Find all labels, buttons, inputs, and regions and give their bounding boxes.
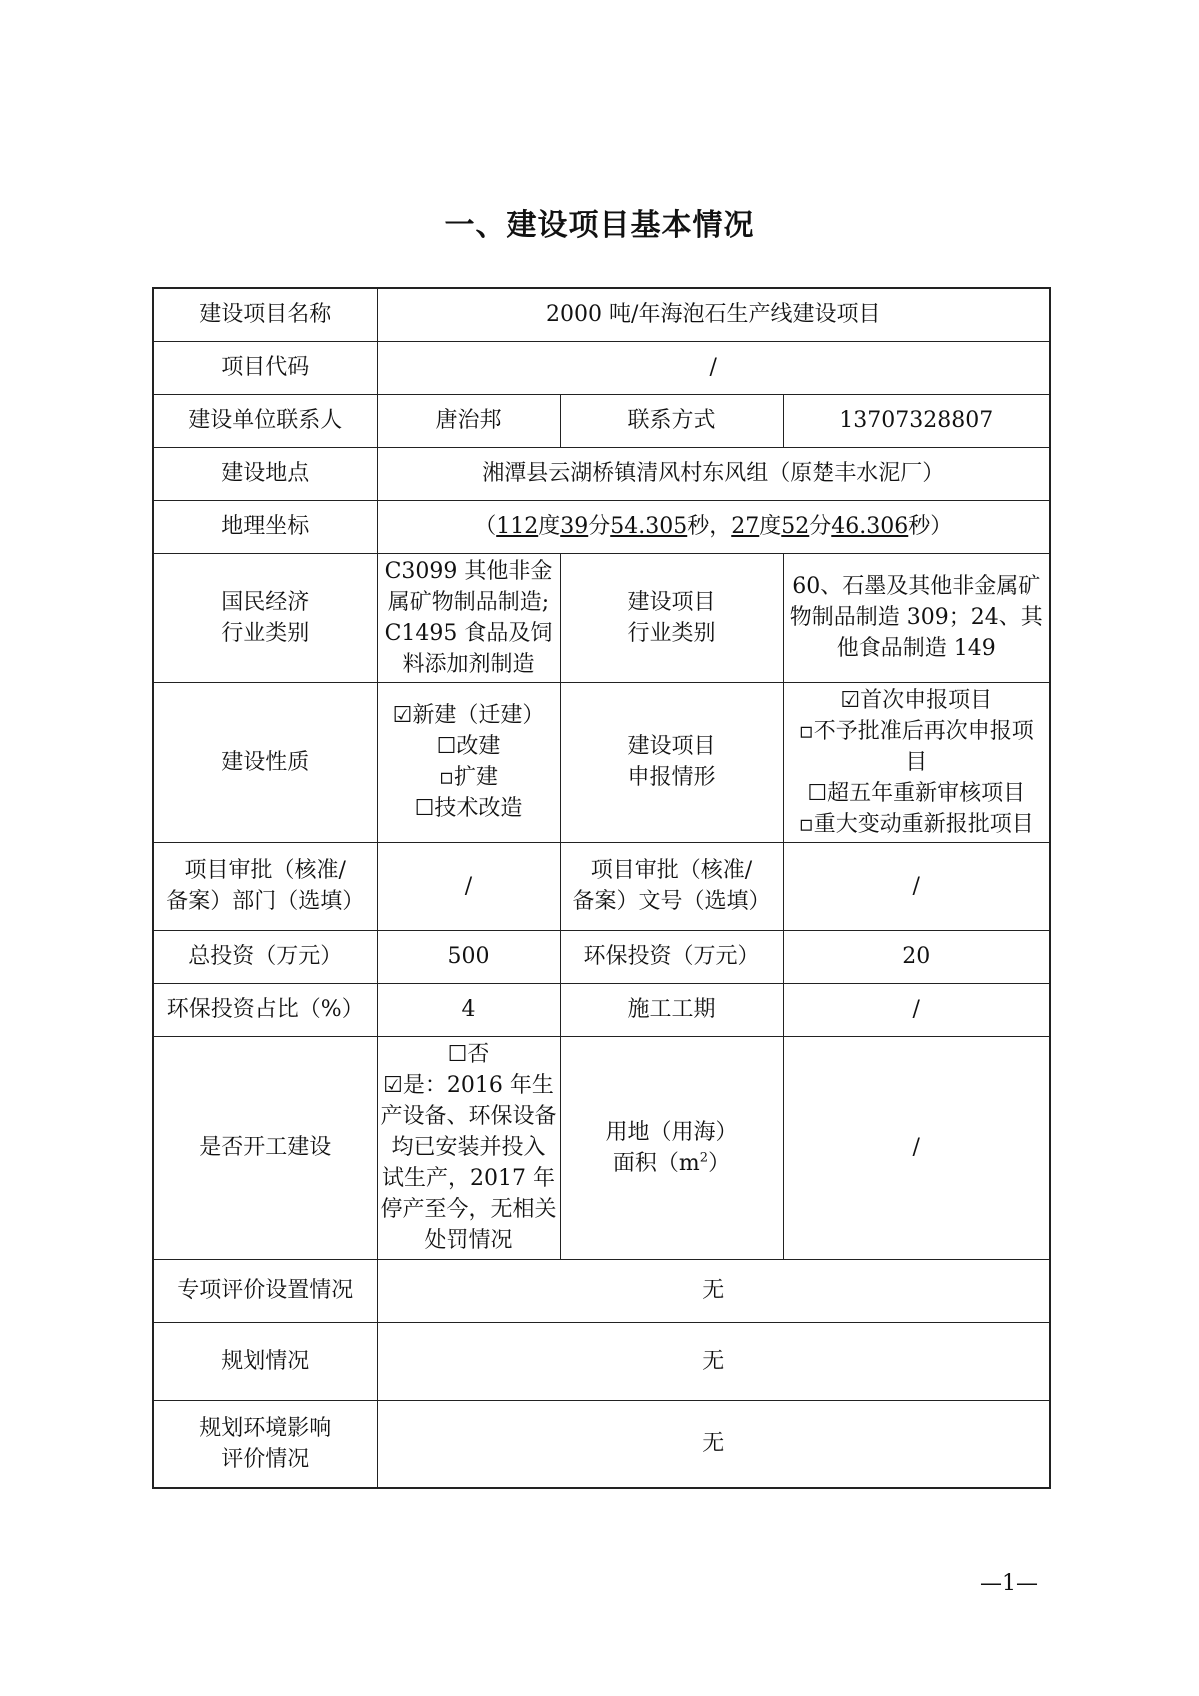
row-planning (153, 1322, 1050, 1400)
checkbox-option-reapply-cont: 目 (905, 749, 928, 775)
label-planning: 规划情况 (153, 1322, 377, 1400)
value-national-industry (377, 553, 560, 682)
label-land-area (560, 1036, 783, 1259)
label-national-industry (153, 553, 377, 682)
label-line: 建设项目 (627, 734, 716, 759)
lon-sec-unit: 秒 (687, 514, 710, 539)
value-line: 产设备、环保设备 (380, 1104, 557, 1129)
row-coords (153, 500, 1050, 553)
value-line: 试生产，2017 年 (382, 1166, 555, 1191)
value-project-industry (783, 553, 1050, 682)
label-line: 建设项目 (627, 589, 716, 615)
checkbox-option-major-change: ▫重大变动重新报批项目 (798, 811, 1034, 837)
label-started: 是否开工建设 (153, 1036, 377, 1259)
lat-sec-unit: 秒 (908, 514, 931, 539)
value-line: 均已安装并投入 (391, 1135, 546, 1160)
label-env-investment: 环保投资（万元） (560, 930, 783, 983)
value-line: 处罚情况 (424, 1228, 513, 1253)
label-total-investment: 总投资（万元） (153, 930, 377, 983)
label-location: 建设地点 (153, 447, 377, 500)
value-line: 60、石墨及其他非金属矿 (792, 574, 1041, 599)
row-investment (153, 930, 1050, 983)
page-title: 一、建设项目基本情况 (444, 208, 755, 243)
value-line: 停产至今，无相关 (380, 1197, 557, 1222)
lon-degrees: 112 (496, 514, 539, 539)
value-project-code: / (377, 341, 1050, 394)
checkbox-option-new: ☑新建（迁建） (392, 703, 545, 728)
label-env-ratio: 环保投资占比（%） (153, 983, 377, 1036)
lon-minutes: 39 (560, 514, 589, 539)
label-project-code: 项目代码 (153, 341, 377, 394)
label-coords: 地理坐标 (153, 500, 377, 553)
row-planning-env (153, 1400, 1050, 1488)
label-approval-number (560, 842, 783, 930)
project-info-table (152, 287, 1051, 1489)
checkbox-option-five-years: ☐超五年重新审核项目 (807, 780, 1026, 806)
row-location (153, 447, 1050, 500)
checkbox-option-expand: ▫扩建 (439, 765, 498, 790)
lat-degrees: 27 (731, 514, 760, 539)
value-line: 料添加剂制造 (402, 651, 535, 677)
value-total-investment: 500 (377, 930, 560, 983)
page-number: —1— (980, 1571, 1038, 1596)
value-contact-person: 唐治邦 (377, 394, 560, 447)
label-line: 评价情况 (221, 1446, 310, 1472)
lat-seconds: 46.306 (831, 514, 909, 539)
checkbox-option-reapply: ▫不予批准后再次申报项 (798, 718, 1034, 744)
label-construction-nature: 建设性质 (153, 682, 377, 842)
value-project-name: 2000 吨/年海泡石生产线建设项目 (377, 288, 1050, 341)
label-contact-person: 建设单位联系人 (153, 394, 377, 447)
lon-seconds: 54.305 (610, 514, 688, 539)
coords-open-paren: （ (474, 514, 497, 539)
coords-separator: ， (709, 514, 732, 539)
label-line: 项目审批（核准/ (590, 858, 753, 883)
lon-min-unit: 分 (588, 514, 611, 539)
label-line: 申报情形 (627, 765, 716, 790)
value-construction-nature (377, 682, 560, 842)
row-industry (153, 553, 1050, 682)
area-unit-sup: 2 (699, 1150, 709, 1166)
lat-deg-unit: 度 (759, 514, 782, 539)
value-coords (377, 500, 1050, 553)
value-line: C3099 其他非金 (384, 558, 553, 584)
label-application-situation (560, 682, 783, 842)
value-line: C1495 食品及饲 (384, 620, 553, 646)
label-line: 行业类别 (221, 620, 310, 646)
label-line: 规划环境影响 (199, 1415, 332, 1441)
value-env-investment: 20 (783, 930, 1050, 983)
label-approval-dept (153, 842, 377, 930)
row-special-eval (153, 1259, 1050, 1322)
label-project-name: 建设项目名称 (153, 288, 377, 341)
lat-min-unit: 分 (809, 514, 832, 539)
lon-deg-unit: 度 (538, 514, 561, 539)
row-project-name (153, 288, 1050, 341)
value-location: 湘潭县云湖桥镇清风村东风组（原楚丰水泥厂） (377, 447, 1050, 500)
value-construction-period: / (783, 983, 1050, 1036)
checkbox-option-yes: ☑是：2016 年生 (383, 1073, 554, 1098)
value-contact-phone: 13707328807 (783, 394, 1050, 447)
label-line: 行业类别 (627, 620, 716, 646)
label-planning-env (153, 1400, 377, 1488)
label-line: 项目审批（核准/ (184, 858, 346, 883)
value-application-situation (783, 682, 1050, 842)
coords-close-paren: ） (930, 514, 953, 539)
value-land-area: / (783, 1036, 1050, 1259)
checkbox-option-tech-upgrade: ☐技术改造 (414, 796, 523, 821)
label-line (564, 1148, 780, 1179)
row-nature (153, 682, 1050, 842)
value-line: 属矿物制品制造; (387, 589, 550, 615)
label-project-industry (560, 553, 783, 682)
checkbox-option-no: ☐否 (447, 1042, 490, 1067)
value-started (377, 1036, 560, 1259)
row-started (153, 1036, 1050, 1259)
value-approval-dept: / (377, 842, 560, 930)
value-planning-env: 无 (377, 1400, 1050, 1488)
row-contact (153, 394, 1050, 447)
value-env-ratio: 4 (377, 983, 560, 1036)
label-line: 国民经济 (221, 589, 310, 615)
label-line: 用地（用海） (605, 1119, 738, 1145)
label-line: 备案）文号（选填） (572, 889, 771, 914)
row-ratio (153, 983, 1050, 1036)
area-unit-close: ） (708, 1150, 731, 1176)
row-approval (153, 842, 1050, 930)
value-special-eval: 无 (377, 1259, 1050, 1322)
area-unit-text: 面积（m (612, 1150, 700, 1176)
value-planning: 无 (377, 1322, 1050, 1400)
value-approval-number: / (783, 842, 1050, 930)
value-line: 物制品制造 309；24、其 (789, 605, 1043, 630)
checkbox-option-first: ☑首次申报项目 (840, 687, 993, 713)
label-contact-method: 联系方式 (560, 394, 783, 447)
lat-minutes: 52 (781, 514, 810, 539)
label-construction-period: 施工工期 (560, 983, 783, 1036)
row-project-code (153, 341, 1050, 394)
checkbox-option-rebuild: ☐改建 (436, 734, 501, 759)
value-line: 他食品制造 149 (836, 636, 996, 661)
label-special-eval: 专项评价设置情况 (153, 1259, 377, 1322)
label-line: 备案）部门（选填） (166, 889, 365, 914)
